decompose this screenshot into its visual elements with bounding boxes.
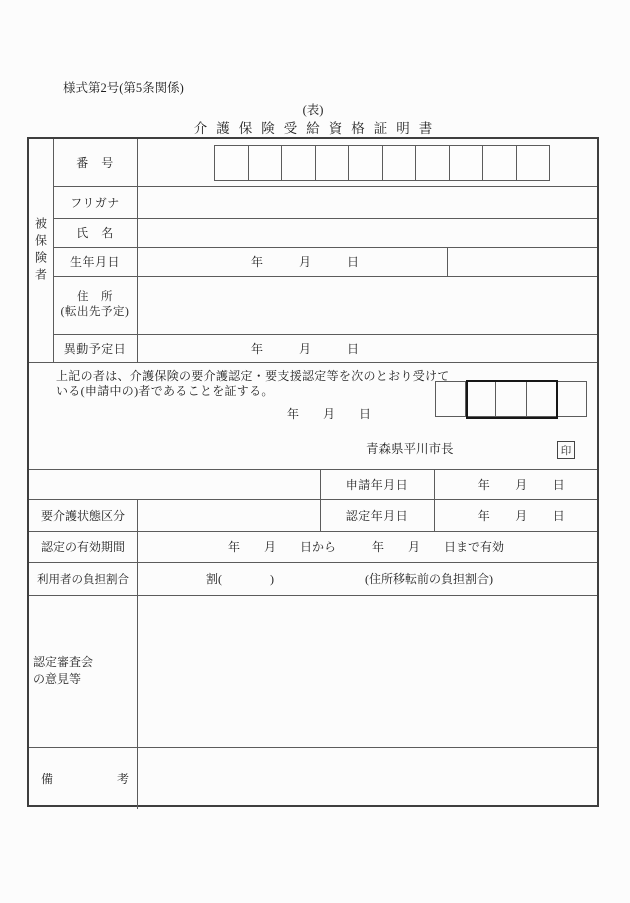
move-date-label: 異動予定日 <box>63 341 127 356</box>
burden-ratio-placeholder: 割( ) <box>206 572 274 586</box>
furigana-label: フリガナ <box>70 195 120 210</box>
page-title: 介護保険受給資格証明書 <box>193 121 442 136</box>
empty-box-cell <box>436 382 466 416</box>
name-label: 氏 名 <box>76 226 114 240</box>
certification-statement <box>56 369 450 399</box>
care-level-label: 要介護状態区分 <box>40 508 125 523</box>
remarks-label-right: 考 <box>116 771 129 786</box>
empty-box-cell <box>466 382 496 416</box>
code-boxes <box>435 381 587 417</box>
divider <box>137 139 138 362</box>
application-date-placeholder: 年 月 日 <box>477 477 566 492</box>
empty-box-cell <box>382 145 417 181</box>
birthdate-placeholder: 年 月 日 <box>251 255 360 269</box>
empty-box-cell <box>557 382 586 416</box>
empty-box-cell <box>248 145 283 181</box>
birthdate-label: 生年月日 <box>69 255 120 269</box>
validity-period-label: 認定の有効期間 <box>40 540 125 554</box>
burden-ratio-label: 利用者の負担割合 <box>37 573 129 586</box>
remarks-label <box>29 747 137 809</box>
statement-line2: いる(申請中の)者であることを証する。 <box>56 384 274 398</box>
certification-date-placeholder: 年 月 日 <box>287 406 372 421</box>
empty-box-cell <box>415 145 450 181</box>
empty-box-cell <box>527 382 557 416</box>
certificate-table <box>27 137 599 807</box>
remarks-label-left: 備 <box>41 771 54 786</box>
empty-box-cell <box>482 145 517 181</box>
empty-box-cell <box>214 145 249 181</box>
review-board-opinion-label <box>29 595 137 747</box>
opinion-label-line2: の意見等 <box>33 672 82 686</box>
insured-group-label: 被保険者 <box>33 216 48 285</box>
empty-box-cell <box>496 382 526 416</box>
number-label: 番 号 <box>76 156 114 170</box>
issuer-name: 青森県平川市長 <box>366 442 454 456</box>
certified-date-label: 認定年月日 <box>345 508 409 523</box>
side-label: (表) <box>302 103 324 117</box>
burden-ratio-note: (住所移転前の負担割合) <box>365 572 493 586</box>
opinion-label-line1: 認定審査会 <box>33 655 94 669</box>
empty-box-cell <box>315 145 350 181</box>
empty-box-cell <box>449 145 484 181</box>
validity-period-placeholder: 年 月 日から 年 月 日まで有効 <box>228 540 505 554</box>
move-date-placeholder: 年 月 日 <box>251 341 360 356</box>
address-label-line2: (転出先予定) <box>60 306 130 318</box>
seal-character: 印 <box>560 445 572 457</box>
certified-date-placeholder: 年 月 日 <box>477 508 566 523</box>
divider <box>447 247 448 276</box>
form-number: 様式第2号(第5条関係) <box>63 81 184 95</box>
empty-box-cell <box>348 145 383 181</box>
statement-line1: 上記の者は、介護保険の要介護認定・要支援認定等を次のとおり受けて <box>56 369 450 383</box>
divider <box>137 499 138 809</box>
empty-box-cell <box>281 145 316 181</box>
insured-number-boxes <box>214 145 550 181</box>
address-label <box>53 276 137 334</box>
divider <box>29 362 597 363</box>
seal-placeholder <box>557 441 575 459</box>
application-date-label: 申請年月日 <box>345 477 409 492</box>
address-label-line1: 住 所 <box>77 291 113 303</box>
empty-box-cell <box>516 145 551 181</box>
